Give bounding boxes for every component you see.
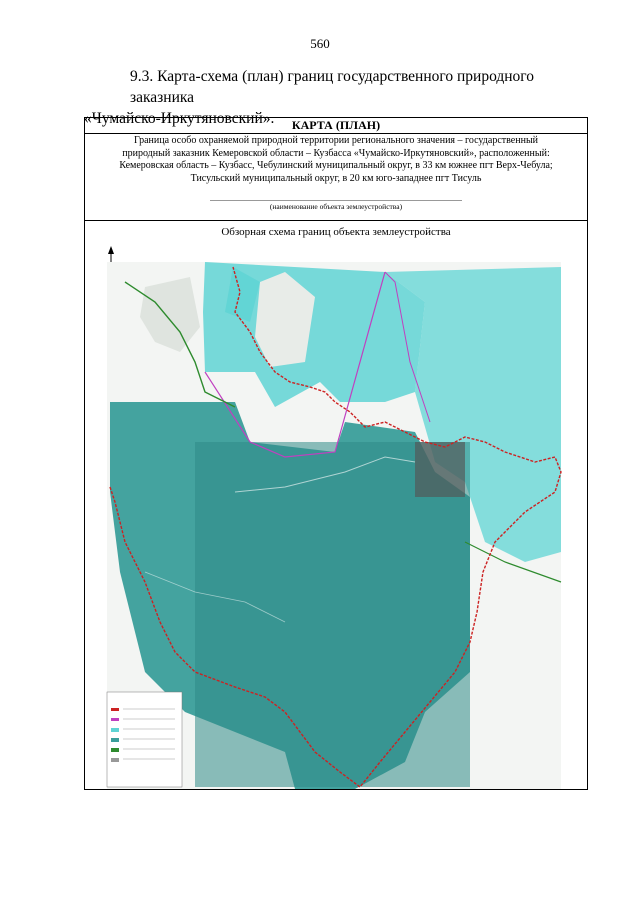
dark-settlement-area (415, 442, 465, 497)
map-card-description (85, 134, 587, 200)
description-line-1: Граница особо охраняемой природной территории регионального значения – государственный (133, 135, 539, 146)
description-line-2: природный заказник Кемеровской области – Кузбасса «Чумайско-Иркутяновский», расположенный: (122, 147, 550, 159)
map-image (85, 242, 587, 789)
object-name-caption-text: (наименование объекта землеустройства) (210, 200, 462, 212)
description-line-3: Кемеровская область – Кузбасс, Чебулинский муниципальный округ, в 33 км южнее пгт Верх-Чебула; (119, 160, 553, 171)
page-number: 560 (310, 36, 330, 51)
description-line-4: Тисульский муниципальный округ, в 20 км юго-западнее пгт Тисуль (190, 172, 482, 184)
map-drawing (85, 242, 587, 789)
overview-scheme-title: Обзорная схема границ объекта землеустройства (85, 221, 587, 244)
object-name-caption (85, 200, 587, 221)
legend-box (107, 692, 182, 787)
map-card-title: КАРТА (ПЛАН) (85, 118, 587, 134)
section-heading-line-1: 9.3. Карта-схема (план) границ государственного природного заказника (130, 68, 535, 106)
map-card (84, 117, 588, 790)
section-heading-line-2: «Чумайско-Иркутяновский». (84, 110, 275, 127)
